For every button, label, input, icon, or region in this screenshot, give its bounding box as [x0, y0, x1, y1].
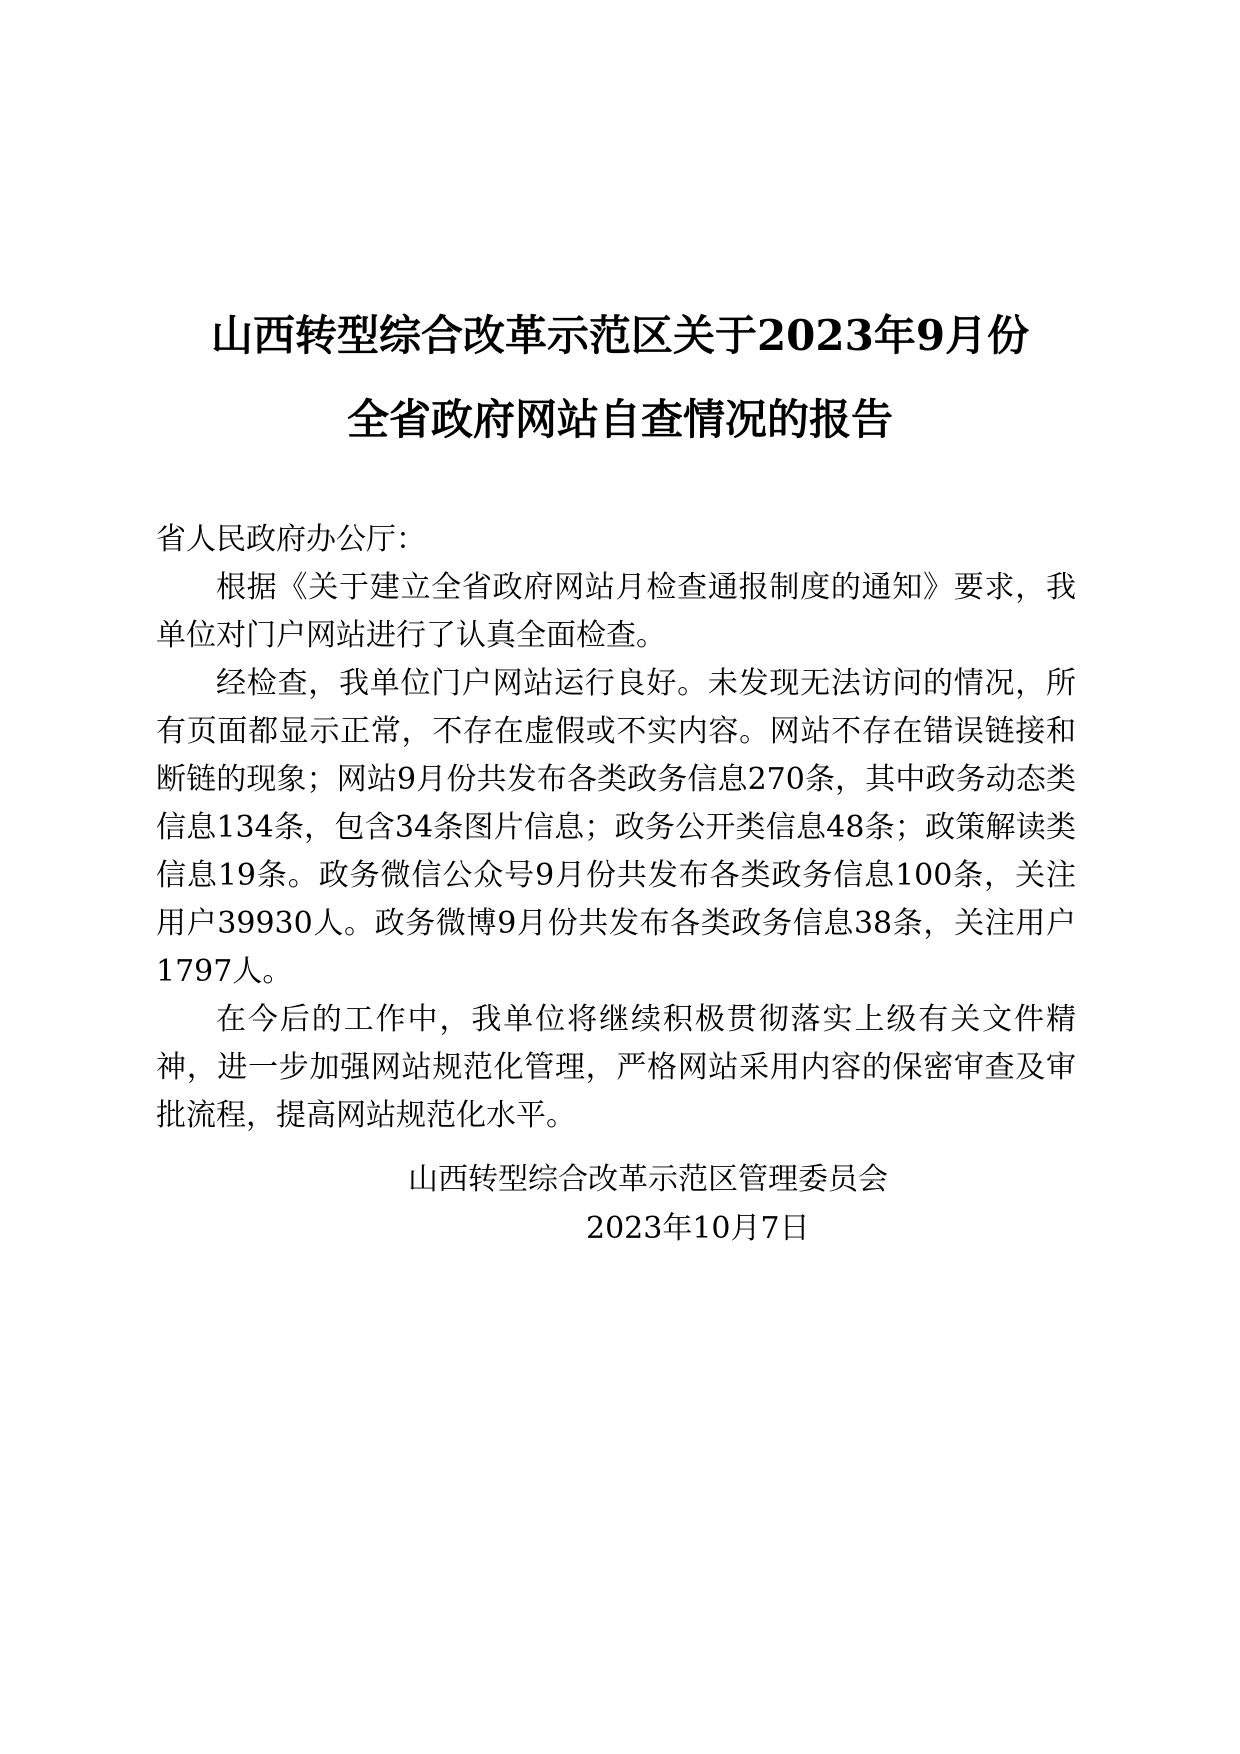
signature-date: 2023年10月7日: [586, 1211, 810, 1246]
document-body: [156, 516, 1076, 1140]
paragraph-2: 经检查，我单位门户网站运行良好。未发现无法访问的情况，所有页面都显示正常，不存在虚假或不实内容。网站不存在错误链接和断链的现象；网站9月份共发布各类政务信息270条，其中政务动态类信息134条，包含34条图片信息；政务公开类信息48条；政策解读类信息19条。政务微信公众号9月份共发布各类政务信息100条，关注用户39930人。政务微博9月份共发布各类政务信息38条，关注用户1797人。: [156, 666, 1076, 989]
paragraph-3: 在今后的工作中，我单位将继续积极贯彻落实上级有关文件精神，进一步加强网站规范化管理，严格网站采用内容的保密审查及审批流程，提高网站规范化水平。: [156, 1002, 1076, 1133]
document-title-line-1: 山西转型综合改革示范区关于2023年9月份: [210, 311, 1030, 360]
document-title-line-2: 全省政府网站自查情况的报告: [346, 395, 893, 444]
paragraph-1: 根据《关于建立全省政府网站月检查通报制度的通知》要求，我单位对门户网站进行了认真全面检查。: [156, 570, 1076, 653]
salutation: 省人民政府办公厅：: [156, 522, 426, 557]
signature-organization: 山西转型综合改革示范区管理委员会: [408, 1162, 888, 1197]
